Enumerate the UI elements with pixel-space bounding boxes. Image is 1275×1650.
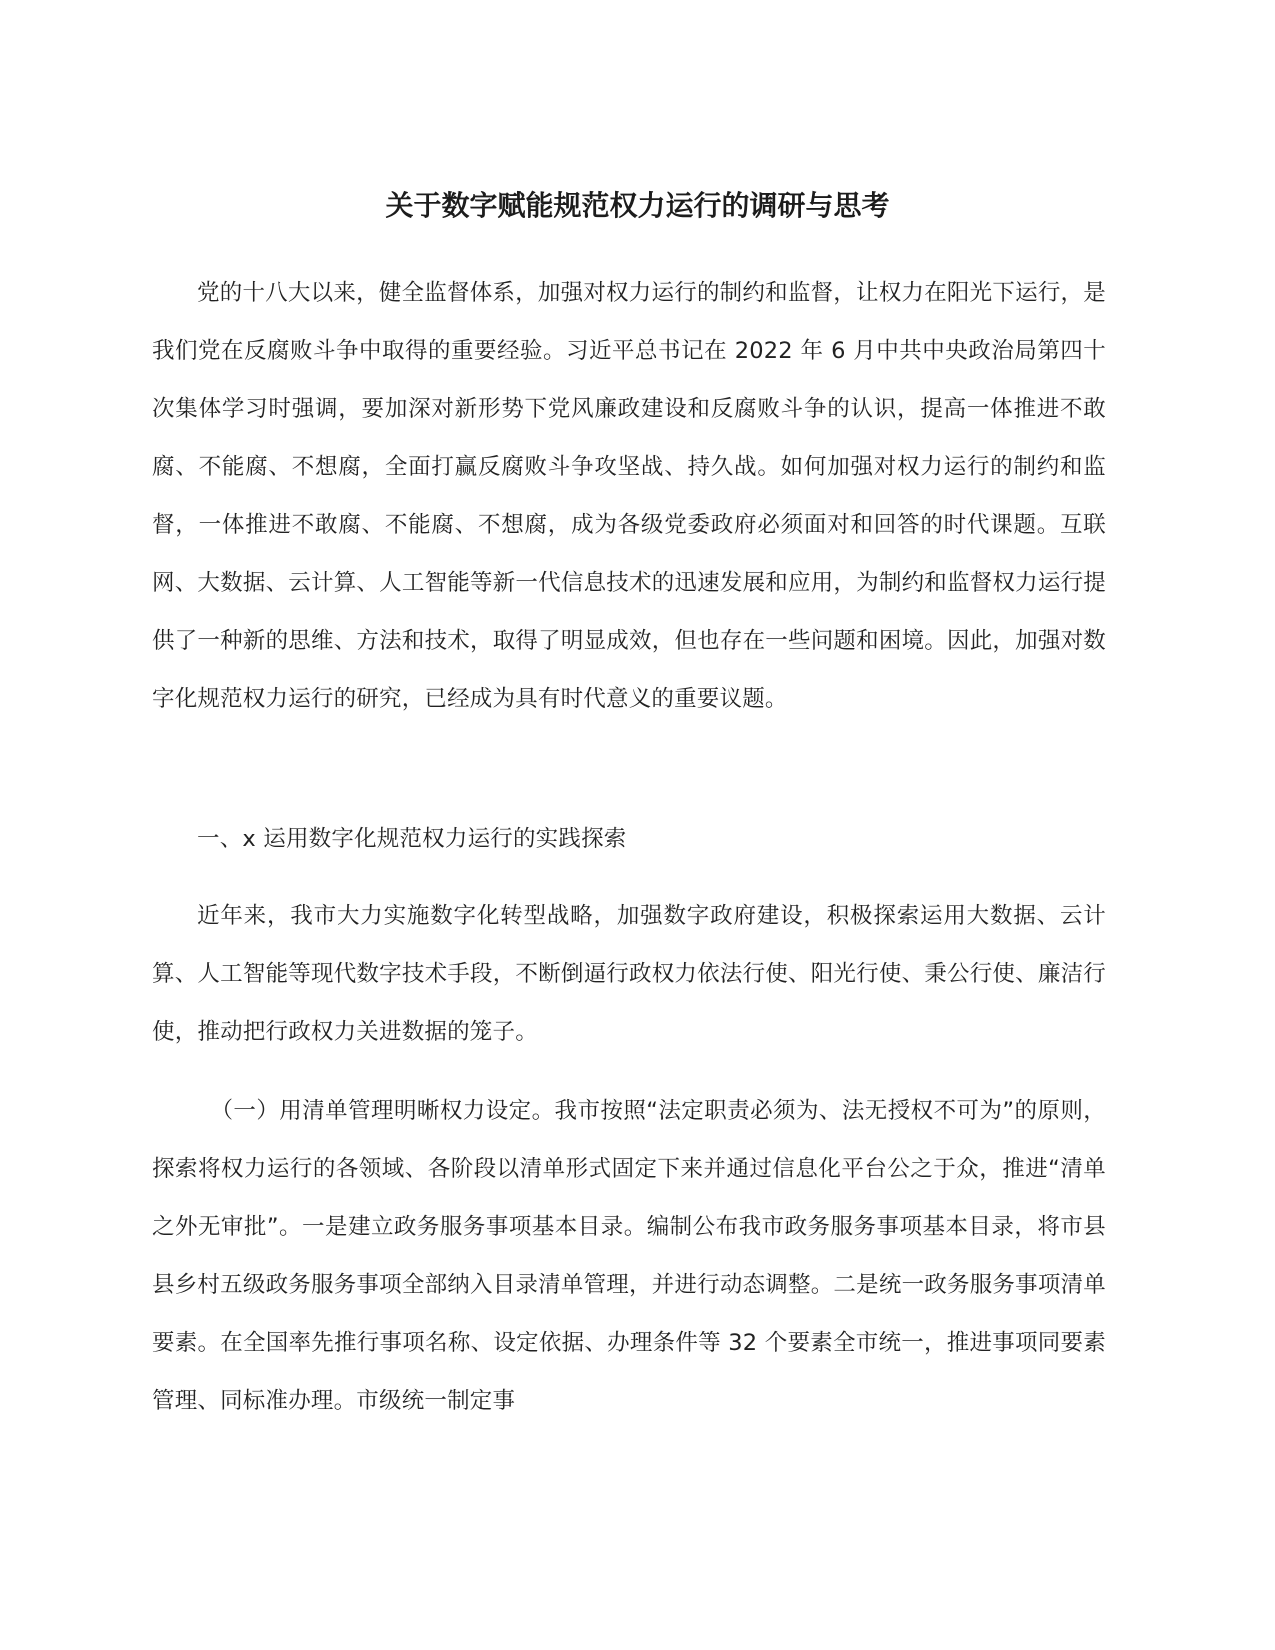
paragraph-intro: 党的十八大以来，健全监督体系，加强对权力运行的制约和监督，让权力在阳光下运行，是我们党在反腐败斗争中取得的重要经验。习近平总书记在 2022 年 6 月中共中央政治局第四十次集体学习时强调，要加深对新形势下党风廉政建设和反腐败斗争的认识，提高一体推进不敢腐、不能腐、不想腐，全面打赢反腐败斗争攻坚战、持久战。如何加强对权力运行的制约和监督，一体推进不敢腐、不能腐、不想腐，成为各级党委政府必须面对和回答的时代课题。互联网、大数据、云计算、人工智能等新一代信息技术的迅速发展和应用，为制约和监督权力运行提供了一种新的思维、方法和技术，取得了明显成效，但也存在一些问题和困境。因此，加强对数字化规范权力运行的研究，已经成为具有时代意义的重要议题。 [152,280,1106,712]
paragraph-section-1-intro: 近年来，我市大力实施数字化转型战略，加强数字政府建设，积极探索运用大数据、云计算、人工智能等现代数字技术手段，不断倒逼行政权力依法行使、阳光行使、秉公行使、廉洁行使，推动把行政权力关进数据的笼子。 [152,903,1106,1045]
paragraph-subsection-1: （一）用清单管理明晰权力设定。我市按照“法定职责必须为、法无授权不可为”的原则，探索将权力运行的各领域、各阶段以清单形式固定下来并通过信息化平台公之于众，推进“清单之外无审批”。一是建立政务服务事项基本目录。编制公布我市政务服务事项基本目录，将市县县乡村五级政务服务事项全部纳入目录清单管理，并进行动态调整。二是统一政务服务事项清单要素。在全国率先推行事项名称、设定依据、办理条件等 32 个要素全市统一，推进事项同要素管理、同标准办理。市级统一制定事 [152,1098,1106,1414]
document-title: 关于数字赋能规范权力运行的调研与思考 [385,189,890,222]
section-heading-1: 一、x 运用数字化规范权力运行的实践探索 [197,826,627,852]
